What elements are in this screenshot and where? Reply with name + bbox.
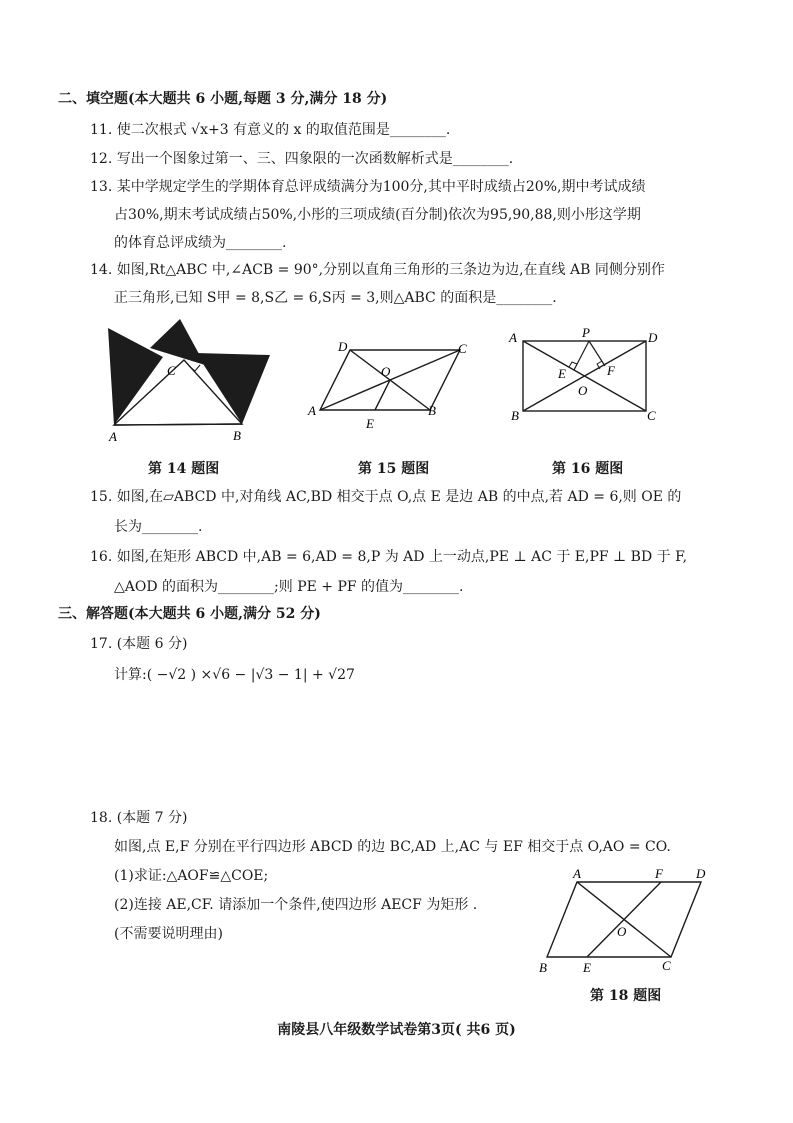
fig18-label-b: B: [539, 960, 547, 975]
fig18-label-c: C: [662, 958, 671, 973]
fig15-label-c: C: [458, 341, 467, 356]
section-3-title: 三、解答题(本大题共 6 小题,满分 52 分): [58, 606, 321, 622]
question-11: 11. 使二次根式 √x+3 有意义的 x 的取值范围是________.: [90, 122, 451, 138]
fig16-label-e: E: [558, 366, 566, 381]
question-18-line-1: 如图,点 E,F 分别在平行四边形 ABCD 的边 BC,AD 上,AC 与 EF 相交于点 O,AO = CO.: [114, 839, 671, 855]
figure-16-caption: 第 16 题图: [552, 461, 624, 477]
fig18-label-d: D: [696, 866, 706, 881]
figure-18-caption: 第 18 题图: [590, 988, 662, 1004]
question-18-part-3: (不需要说明理由): [114, 926, 223, 942]
fig15-label-a: A: [308, 403, 316, 418]
question-17-body: 计算:( −√2 ) ×√6 − |√3 − 1| + √27: [114, 667, 355, 683]
fig14-label-c: C: [167, 363, 176, 378]
fig18-label-o: O: [617, 924, 627, 939]
fig18-label-a: A: [573, 866, 581, 881]
section-2-title: 二、填空题(本大题共 6 小题,每题 3 分,满分 18 分): [58, 91, 388, 107]
figure-15: [305, 335, 485, 435]
page-footer: 南陵县八年级数学试卷第3页( 共6 页): [277, 1022, 516, 1038]
question-12: 12. 写出一个图象过第一、三、四象限的一次函数解析式是________.: [90, 151, 514, 167]
fig18-label-e: E: [583, 960, 591, 975]
fig15-label-b: B: [428, 403, 436, 418]
question-16-line-1: 16. 如图,在矩形 ABCD 中,AB = 6,AD = 8,P 为 AD 上一动点,PE ⊥ AC 于 E,PF ⊥ BD 于 F,: [90, 549, 688, 565]
question-14-line-1: 14. 如图,Rt△ABC 中,∠ACB = 90°,分别以直角三角形的三条边为边,在直线 AB 同侧分别作: [90, 262, 665, 278]
fig15-label-d: D: [338, 339, 348, 354]
fig18-label-f: F: [655, 866, 663, 881]
fig14-label-b: B: [233, 428, 241, 443]
figure-14-caption: 第 14 题图: [148, 461, 220, 477]
fig16-label-b: B: [511, 408, 519, 423]
question-17-head: 17. (本题 6 分): [90, 636, 188, 652]
fig15-label-o: O: [381, 364, 391, 379]
fig16-label-d: D: [648, 330, 658, 345]
fig14-label-a: A: [109, 429, 117, 444]
question-13-line-1: 13. 某中学规定学生的学期体育总评成绩满分为100分,其中平时成绩占20%,期中考试成绩: [90, 179, 646, 195]
question-13-line-2: 占30%,期末考试成绩占50%,小彤的三项成绩(百分制)依次为95,90,88,则小彤这学期: [114, 207, 641, 223]
question-15-line-1: 15. 如图,在▱ABCD 中,对角线 AC,BD 相交于点 O,点 E 是边 AB 的中点,若 AD = 6,则 OE 的: [90, 489, 682, 505]
question-15-line-2: 长为________.: [114, 519, 203, 535]
fig16-label-a: A: [509, 330, 517, 345]
fig16-label-c: C: [647, 408, 656, 423]
figure-15-caption: 第 15 题图: [358, 461, 430, 477]
question-14-line-2: 正三角形,已知 S甲 = 8,S乙 = 6,S丙 = 3,则△ABC 的面积是________.: [114, 290, 557, 306]
question-13-line-3: 的体育总评成绩为________.: [114, 235, 287, 251]
fig16-label-f: F: [607, 363, 615, 378]
fig16-label-p: P: [582, 325, 590, 340]
question-16-line-2: △AOD 的面积为________;则 PE + PF 的值为________.: [114, 579, 464, 595]
figure-18: [530, 862, 710, 977]
question-18-part-2: (2)连接 AE,CF. 请添加一个条件,使四边形 AECF 为矩形 .: [114, 897, 478, 913]
fig15-label-e: E: [366, 416, 374, 431]
figure-16: [505, 325, 670, 425]
figure-14: [100, 315, 280, 445]
fig16-label-o: O: [578, 383, 588, 398]
question-18-part-1: (1)求证:△AOF≌△COE;: [114, 868, 269, 884]
question-18-head: 18. (本题 7 分): [90, 810, 188, 826]
